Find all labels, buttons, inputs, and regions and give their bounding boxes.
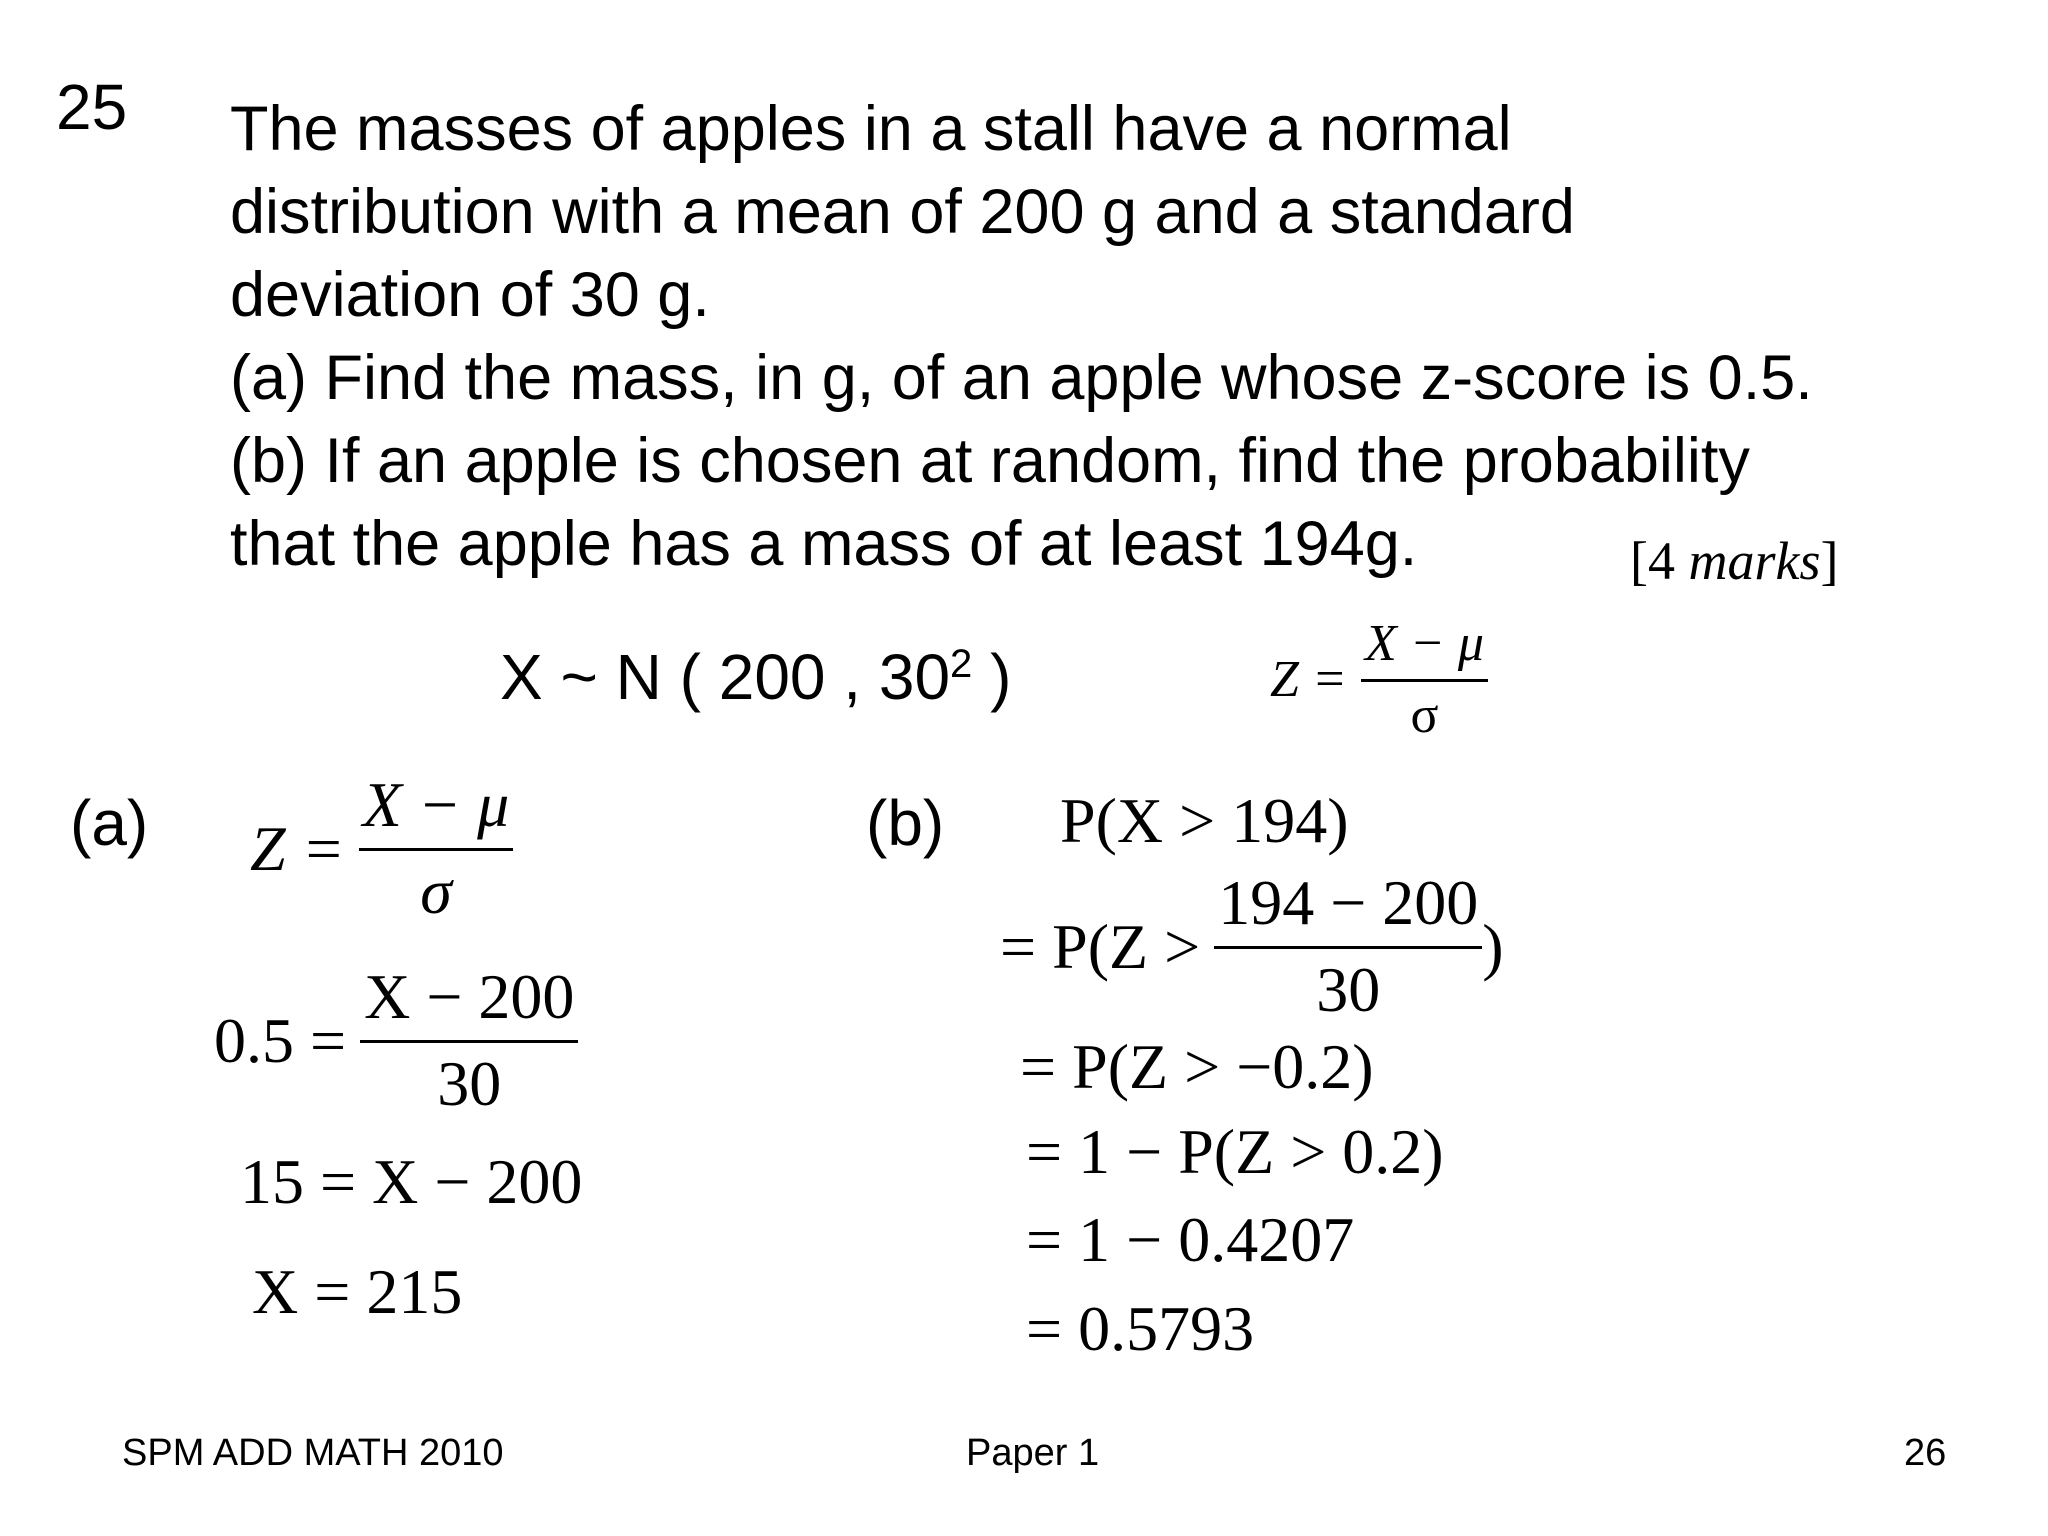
distribution-close: ) [972,641,1012,713]
part-b-step-1: P(X > 194) [1060,785,1349,856]
footer-paper: Paper 1 [966,1432,1100,1474]
part-a-step-3: 15 = X − 200 [240,1146,583,1217]
question-line: deviation of 30 g. [230,260,710,330]
question-line: (b) If an apple is chosen at random, find the probability [230,426,1750,496]
part-a-answer: X = 215 [252,1256,463,1327]
question-text [230,88,1813,586]
equation-fraction [1214,866,1482,1027]
formula-fraction [1361,614,1488,745]
footer-page-number: 26 [1904,1432,1947,1474]
formula-denominator: σ [1410,687,1439,744]
equation-lhs: 0.5 = [214,1004,347,1076]
equation-fraction [359,768,513,929]
fraction-denominator: σ [420,856,452,927]
fraction-bar [360,1040,578,1043]
marks-word: marks [1688,531,1821,591]
part-a-label: (a) [70,787,149,859]
question-line: distribution with a mean of 200 g and a standard [230,177,1575,247]
z-score-formula-reference [1270,614,1488,745]
fraction-denominator: 30 [437,1048,502,1119]
formula-numerator: X − μ [1365,615,1484,672]
question-line: that the apple has a mass of at least 194g. [230,509,1418,579]
formula-lhs: Z = [1270,651,1348,708]
fraction-bar [1214,946,1482,949]
fraction-bar [359,848,513,851]
part-b-step-5: = 1 − 0.4207 [1026,1204,1355,1275]
fraction-denominator: 30 [1316,954,1381,1025]
question-number: 25 [56,71,128,143]
part-b-label: (b) [866,787,945,859]
fraction-numerator: X − 200 [364,961,575,1032]
part-a-step-2 [214,960,578,1121]
marks-allocation [1630,530,1838,592]
distribution-notation [500,640,1011,714]
part-b-step-2 [1000,866,1504,1027]
fraction-numerator: X − μ [362,769,510,840]
fraction-numerator: 194 − 200 [1218,867,1479,938]
distribution-exponent: 2 [950,642,973,686]
marks-open: [4 [1630,531,1689,591]
part-a-step-1 [250,768,513,929]
equation-lhs: Z = [250,812,345,884]
question-line: The masses of apples in a stall have a normal [230,94,1512,164]
equation-rhs: ) [1482,910,1504,982]
part-b-step-4: = 1 − P(Z > 0.2) [1026,1116,1444,1187]
footer-exam-title: SPM ADD MATH 2010 [122,1432,504,1474]
distribution-text: X ~ N ( 200 , 30 [500,641,951,713]
equation-lhs: = P(Z > [1000,910,1201,982]
question-line: (a) Find the mass, in g, of an apple whose z-score is 0.5. [230,343,1813,413]
part-b-step-3: = P(Z > −0.2) [1020,1031,1374,1102]
equation-fraction [360,960,578,1121]
fraction-bar [1361,679,1488,682]
part-b-answer: = 0.5793 [1026,1293,1255,1364]
marks-close: ] [1820,531,1839,591]
